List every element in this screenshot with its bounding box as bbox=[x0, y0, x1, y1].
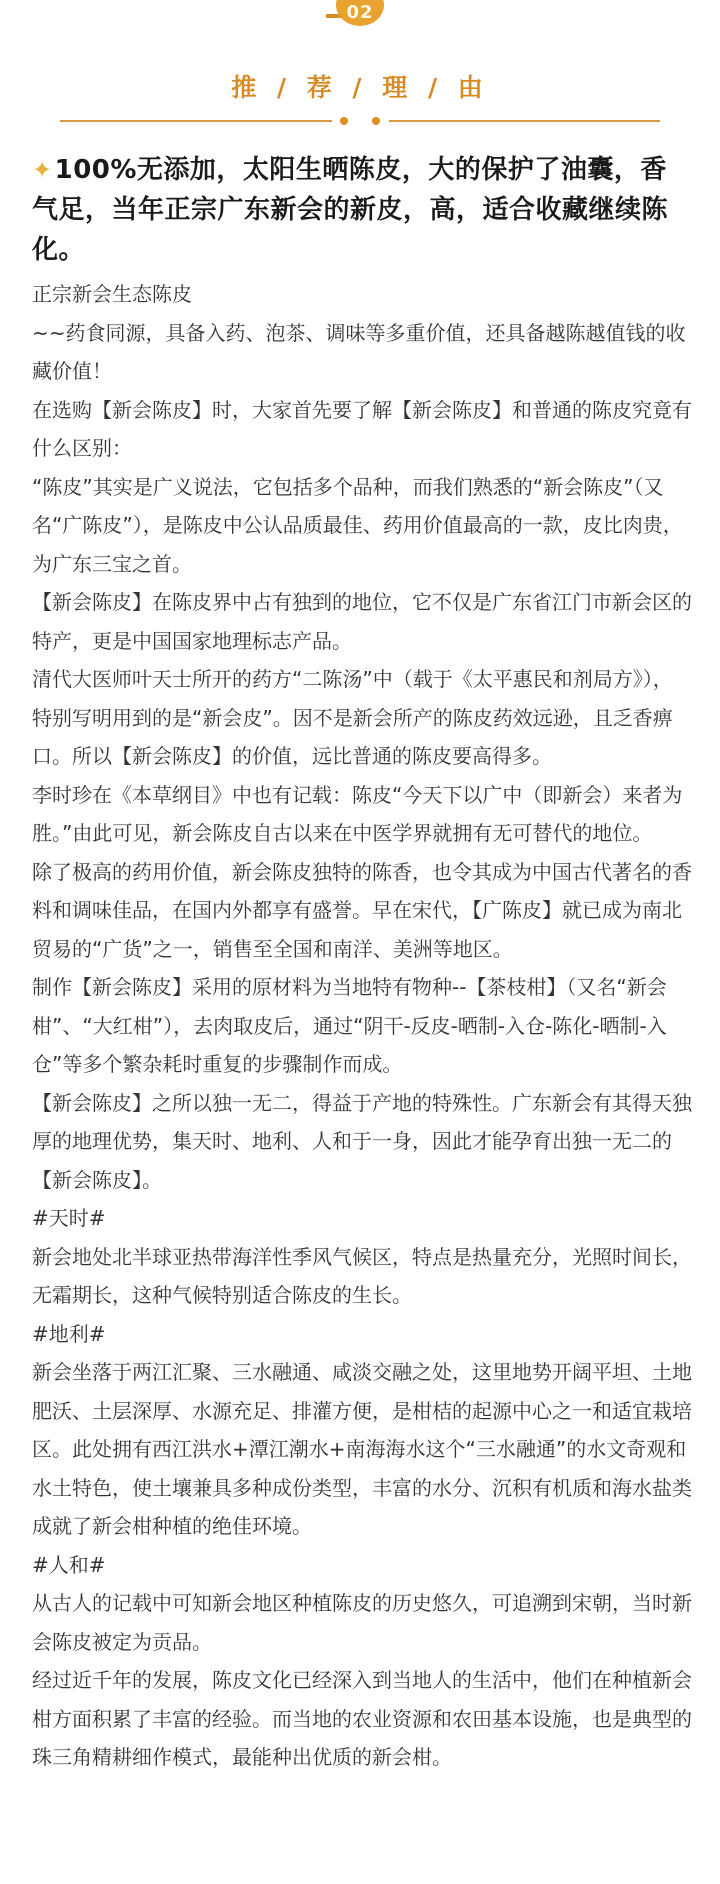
paragraph: 正宗新会生态陈皮 bbox=[32, 282, 192, 306]
paragraph: 制作【新会陈皮】采用的原材料为当地特有物种--【茶枝柑】（又名“新会柑”、“大红柑”），去肉取皮后，通过“阴干-反皮-晒制-入仓-陈化-晒制-入仓”等多个繁杂耗时重复的步骤制作而成。 bbox=[32, 975, 667, 1076]
divider-dot bbox=[372, 117, 380, 125]
sparkle-icon: ✦ bbox=[32, 156, 53, 184]
paragraph: 除了极高的药用价值，新会陈皮独特的陈香，也令其成为中国古代著名的香料和调味佳品，在国内外都享有盛誉。早在宋代，【广陈皮】就已成为南北贸易的“广货”之一，销售至全国和南洋、美洲等地区。 bbox=[32, 859, 692, 961]
paragraph: 新会地处北半球亚热带海洋性季风气候区，特点是热量充分，光照时间长，无霜期长，这种气候特别适合陈皮的生长。 bbox=[32, 1244, 692, 1307]
paragraph: ~~药食同源，具备入药、泡茶、调味等多重价值，还具备越陈越值钱的收藏价值！ bbox=[32, 320, 686, 383]
paragraph: 【新会陈皮】之所以独一无二，得益于产地的特殊性。广东新会有其得天独厚的地理优势，集天时、地利、人和于一身，因此才能孕育出独一无二的【新会陈皮】。 bbox=[32, 1090, 692, 1192]
paragraph: 李时珍在《本草纲目》中也有记载：陈皮“今天下以广中（即新会）来者为胜。”由此可见，新会陈皮自古以来在中医学界就拥有无可替代的地位。 bbox=[32, 782, 683, 845]
divider-right bbox=[389, 120, 660, 122]
divider-left bbox=[60, 120, 332, 122]
headline-text: 100%无添加，太阳生晒陈皮，大的保护了油囊，香气足，当年正宗广东新会的新皮，高，适合收藏继续陈化。 bbox=[32, 155, 669, 265]
section-number-badge: 02 bbox=[336, 0, 384, 26]
paragraph: 【新会陈皮】在陈皮界中占有独到的地位，它不仅是广东省江门市新会区的特产，更是中国国家地理标志产品。 bbox=[32, 590, 692, 653]
paragraph: 经过近千年的发展，陈皮文化已经深入到当地人的生活中，他们在种植新会柑方面积累了丰富的经验。而当地的农业资源和农田基本设施，也是典型的珠三角精耕细作模式，最能种出优质的新会柑。 bbox=[32, 1668, 692, 1769]
paragraph: 清代大医师叶天士所开的药方“二陈汤”中（载于《太平惠民和剂局方》），特别写明用到的是“新会皮”。因不是新会所产的陈皮药效远逊，且乏香痹口。所以【新会陈皮】的价值，远比普通的陈皮要高得多。 bbox=[32, 667, 673, 768]
section-badge-area bbox=[0, 0, 720, 30]
section-title: 推 / 荐 / 理 / 由 bbox=[231, 73, 489, 102]
subheading-dili: #地利# bbox=[32, 1321, 106, 1346]
subheading-renhe: #人和# bbox=[32, 1552, 106, 1577]
subheading-tianshi: #天时# bbox=[32, 1206, 106, 1230]
paragraph: 在选购【新会陈皮】时，大家首先要了解【新会陈皮】和普通的陈皮究竟有什么区别： bbox=[32, 397, 692, 460]
paragraph: “陈皮”其实是广义说法，它包括多个品种，而我们熟悉的“新会陈皮”（又名“广陈皮”），是陈皮中公认品质最佳、药用价值最高的一款，皮比肉贵，为广东三宝之首。 bbox=[32, 474, 683, 576]
description-body bbox=[32, 275, 692, 1777]
paragraph: 新会坐落于两江汇聚、三水融通、咸淡交融之处，这里地势开阔平坦、土地肥沃、土层深厚、水源充足、排灌方便，是柑桔的起源中心之一和适宜栽培区。此处拥有西江洪水+潭江潮水+南海海水这个“三水融通”的水文奇观和水土特色，使土壤兼具多种成份类型，丰富的水分、沉积有机质和海水盐类成就了新会柑种植的绝佳环境。 bbox=[32, 1360, 692, 1538]
divider-dot bbox=[340, 117, 348, 125]
paragraph: 从古人的记载中可知新会地区种植陈皮的历史悠久，可追溯到宋朝，当时新会陈皮被定为贡品。 bbox=[32, 1591, 692, 1654]
headline bbox=[32, 150, 692, 270]
